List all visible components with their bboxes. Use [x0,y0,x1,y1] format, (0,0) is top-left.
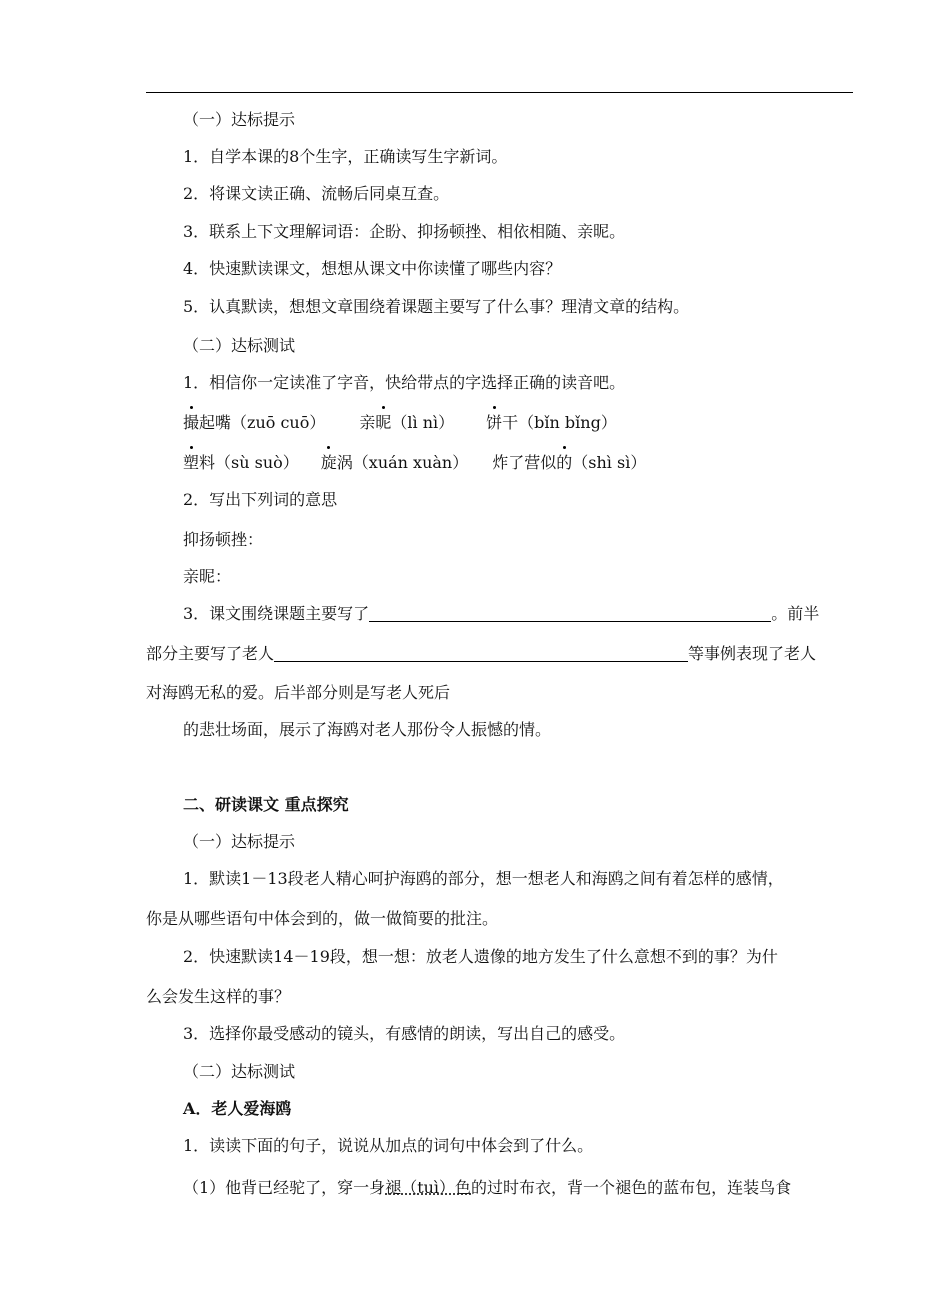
subsection-a-heading: A．老人爱海鸥 [183,1099,292,1118]
s1-hint-title: （一）达标提示 [183,110,296,129]
dotted-phrase: 褪（tuì）色 [385,1178,472,1197]
dotted-char: 撮 [183,413,200,432]
pinyin-text: 涡（xuán xuàn） [336,453,469,472]
s1-question-3-line-4: 的悲壮场面，展示了海鸥对老人那份令人振憾的情。 [183,720,552,739]
s1-question-3-line-3: 对海鸥无私的爱。后半部分则是写老人死后 [146,683,451,702]
word-2: 亲昵： [183,567,232,586]
answer-blank[interactable] [274,643,688,662]
sentence-text: （1）他背已经驼了，穿一身 [183,1178,386,1197]
pinyin-text: （lì nì） [391,413,455,432]
dotted-phrase: 褪色 [615,1178,648,1197]
s1-hint-5: 5．认真默读，想想文章围绕着课题主要写了什么事？理清文章的结构。 [183,297,690,316]
pinyin-text: 起嘴（zuō cuō） [199,413,326,432]
sentence-text: 的蓝布包，连装鸟食 [647,1178,792,1197]
s1-question-2: 2．写出下列词的意思 [183,490,338,509]
s1-test-title: （二）达标测试 [183,336,296,355]
s2-hint-title: （一）达标提示 [183,832,296,851]
s1-question-1: 1．相信你一定读准了字音，快给带点的字选择正确的读音吧。 [183,373,626,392]
q3-text: 部分主要写了老人 [146,644,275,663]
dotted-char: 旋 [320,453,337,472]
pinyin-text: （shì sì） [572,453,647,472]
sentence-1 [183,1178,791,1198]
section-2-heading: 二、研读课文 重点探究 [183,795,349,814]
q3-text: 3．课文围绕课题主要写了 [183,604,370,623]
answer-blank[interactable] [369,603,771,622]
sentence-text: 的过时布衣，背一个 [471,1178,616,1197]
pinyin-row-1 [183,413,617,433]
dotted-char: 塑 [183,453,200,472]
pinyin-text: 料（sù suò） [199,453,299,472]
s2-test-title: （二）达标测试 [183,1062,296,1081]
pinyin-text: 干（bǐn bǐng） [502,413,617,432]
pinyin-row-2 [183,453,646,473]
s2-hint-1-line-2: 你是从哪些语句中体会到的，做一做简要的批注。 [146,909,499,928]
s1-hint-3: 3．联系上下文理解词语：企盼、抑扬顿挫、相依相随、亲昵。 [183,222,626,241]
s1-question-3-line-1 [183,603,819,624]
s2-hint-2-line-1: 2．快速默读14－19段，想一想：放老人遗像的地方发生了什么意想不到的事？为什 [183,947,778,966]
s2-hint-1-line-1: 1．默读1－13段老人精心呵护海鸥的部分，想一想老人和海鸥之间有着怎样的感情， [183,869,784,888]
s1-hint-4: 4．快速默读课文，想想从课文中你读懂了哪些内容？ [183,259,562,278]
s1-hint-1: 1．自学本课的8个生字，正确读写生字新词。 [183,147,508,166]
header-rule [146,92,853,93]
s1-hint-2: 2．将课文读正确、流畅后同桌互查。 [183,184,450,203]
s2-question-1: 1．读读下面的句子，说说从加点的词句中体会到了什么。 [183,1136,594,1155]
pinyin-text: 炸了营似 [492,453,557,472]
dotted-char: 饼 [486,413,503,432]
pinyin-text: 亲 [359,413,376,432]
q3-text: 。前半 [771,604,820,623]
s2-hint-2-line-2: 么会发生这样的事？ [146,987,291,1006]
s2-hint-3: 3．选择你最受感动的镜头，有感情的朗读，写出自己的感受。 [183,1024,626,1043]
s1-question-3-line-2 [146,643,816,664]
dotted-char: 的 [556,453,573,472]
word-1: 抑扬顿挫： [183,530,264,549]
q3-text: 等事例表现了老人 [688,644,817,663]
dotted-char: 昵 [375,413,392,432]
